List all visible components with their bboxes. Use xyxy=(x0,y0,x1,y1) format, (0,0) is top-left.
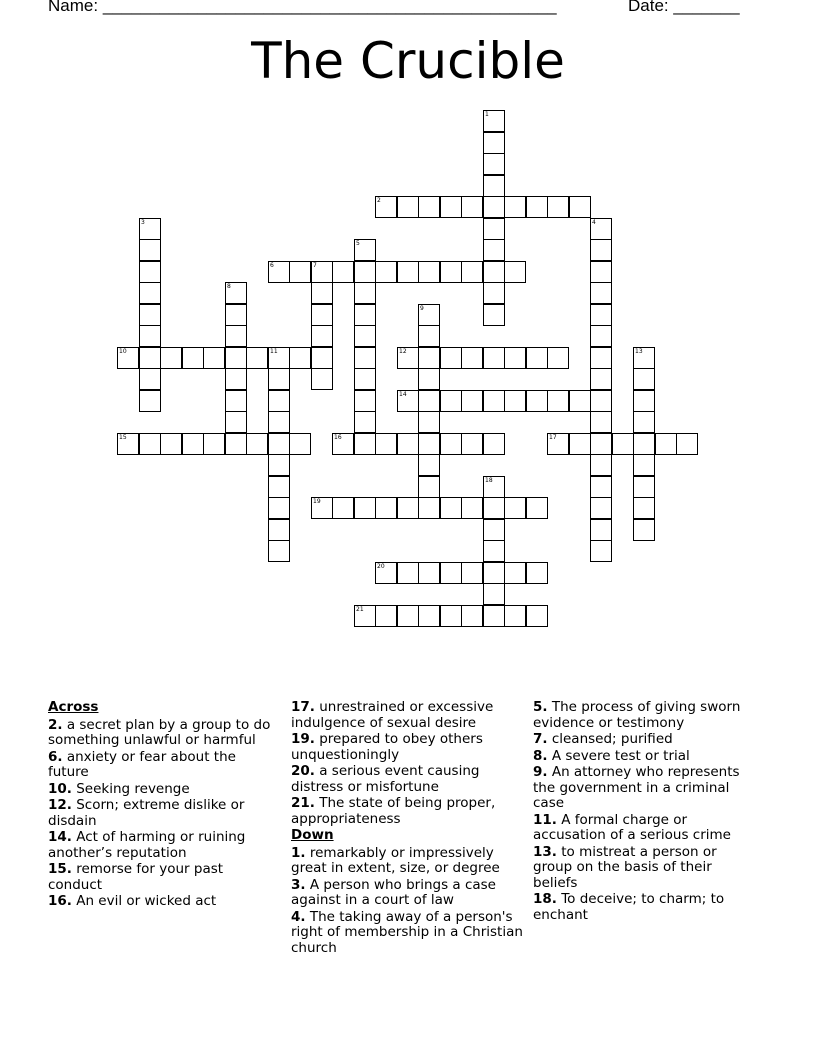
crossword-cell[interactable] xyxy=(633,476,655,498)
date-line: _______ xyxy=(673,0,740,15)
cell-number: 15 xyxy=(119,434,127,441)
crossword-cell[interactable] xyxy=(246,347,268,369)
crossword-cell[interactable] xyxy=(526,196,548,218)
crossword-cell[interactable] xyxy=(590,497,612,519)
crossword-cell[interactable] xyxy=(139,347,161,369)
crossword-cell[interactable] xyxy=(139,390,161,412)
crossword-cell[interactable] xyxy=(225,347,247,369)
crossword-cell[interactable] xyxy=(483,304,505,326)
clue-text: remarkably or impressively great in extent, size, or degree xyxy=(291,844,500,876)
crossword-cell[interactable] xyxy=(590,347,612,369)
crossword-cell[interactable] xyxy=(440,261,462,283)
crossword-cell[interactable] xyxy=(225,411,247,433)
cell-number: 5 xyxy=(356,240,360,247)
clue-text: The process of giving sworn evidence or testimony xyxy=(533,699,741,731)
crossword-cell[interactable] xyxy=(289,433,311,455)
crossword-cell[interactable] xyxy=(590,304,612,326)
crossword-cell[interactable] xyxy=(397,433,419,455)
crossword-cell[interactable] xyxy=(311,261,333,283)
crossword-cell[interactable] xyxy=(117,347,139,369)
crossword-cell[interactable] xyxy=(354,282,376,304)
crossword-cell[interactable] xyxy=(483,583,505,605)
clue-number: 4. xyxy=(291,908,306,925)
crossword-cell[interactable] xyxy=(311,325,333,347)
clue-across-6 xyxy=(48,750,273,781)
clue-text: unrestrained or excessive indulgence of sexual desire xyxy=(291,699,494,731)
clue-down-13 xyxy=(533,845,758,892)
crossword-cell[interactable] xyxy=(590,239,612,261)
crossword-cell[interactable] xyxy=(461,390,483,412)
clue-number: 6. xyxy=(48,748,63,765)
crossword-cell[interactable] xyxy=(590,519,612,541)
crossword-cell[interactable] xyxy=(569,196,591,218)
cell-number: 4 xyxy=(592,219,596,226)
crossword-cell[interactable] xyxy=(461,261,483,283)
clue-number: 18. xyxy=(533,891,557,907)
clue-text: An evil or wicked act xyxy=(76,893,217,909)
crossword-cell[interactable] xyxy=(461,433,483,455)
crossword-cell[interactable] xyxy=(354,497,376,519)
clue-number: 20. xyxy=(291,763,315,779)
clue-number: 12. xyxy=(48,797,72,813)
crossword-cell[interactable] xyxy=(526,390,548,412)
clue-text: The taking away of a person's right of membership in a Christian church xyxy=(291,908,523,956)
crossword-cell[interactable] xyxy=(225,282,247,304)
crossword-cell[interactable] xyxy=(160,347,182,369)
crossword-cell[interactable] xyxy=(483,175,505,197)
crossword-cell[interactable] xyxy=(418,605,440,627)
clue-down-7 xyxy=(533,732,758,748)
crossword-cell[interactable] xyxy=(483,562,505,584)
cell-number: 2 xyxy=(377,197,381,204)
crossword-cell[interactable] xyxy=(332,261,354,283)
cell-number: 17 xyxy=(549,434,557,441)
clue-text: cleansed; purified xyxy=(551,731,673,747)
crossword-cell[interactable] xyxy=(526,605,548,627)
crossword-cell[interactable] xyxy=(354,325,376,347)
crossword-cell[interactable] xyxy=(139,261,161,283)
crossword-cell[interactable] xyxy=(483,476,505,498)
clue-down-8 xyxy=(533,749,758,765)
crossword-cell[interactable] xyxy=(440,196,462,218)
cell-number: 12 xyxy=(399,348,407,355)
crossword-cell[interactable] xyxy=(418,304,440,326)
crossword-cell[interactable] xyxy=(461,347,483,369)
clue-down-11 xyxy=(533,813,758,844)
crossword-cell[interactable] xyxy=(612,433,634,455)
crossword-cell[interactable] xyxy=(354,390,376,412)
clue-text: A severe test or trial xyxy=(551,747,690,764)
clue-down-9 xyxy=(533,765,758,812)
crossword-cell[interactable] xyxy=(655,433,677,455)
crossword-cell[interactable] xyxy=(504,562,526,584)
crossword-cell[interactable] xyxy=(354,239,376,261)
crossword-cell[interactable] xyxy=(246,433,268,455)
crossword-cell[interactable] xyxy=(139,304,161,326)
crossword-cell[interactable] xyxy=(483,540,505,562)
crossword-cell[interactable] xyxy=(504,347,526,369)
clue-text: to mistreat a person or group on the basis of their beliefs xyxy=(533,843,717,891)
clue-number: 9. xyxy=(533,764,548,780)
crossword-cell[interactable] xyxy=(332,497,354,519)
crossword-cell[interactable] xyxy=(375,605,397,627)
crossword-cell[interactable] xyxy=(225,325,247,347)
crossword-cell[interactable] xyxy=(590,433,612,455)
clues-column-2 xyxy=(291,700,523,957)
clue-number: 16. xyxy=(48,893,72,909)
crossword-cell[interactable] xyxy=(397,390,419,412)
crossword-cell[interactable] xyxy=(311,368,333,390)
crossword-cell[interactable] xyxy=(311,347,333,369)
clue-text: a secret plan by a group to do something unlawful or harmful xyxy=(48,716,271,748)
crossword-cell[interactable] xyxy=(461,196,483,218)
crossword-cell[interactable] xyxy=(590,476,612,498)
crossword-cell[interactable] xyxy=(268,433,290,455)
crossword-cell[interactable] xyxy=(504,497,526,519)
crossword-cell[interactable] xyxy=(547,347,569,369)
clue-text: An attorney who represents the government in a criminal case xyxy=(533,764,740,811)
crossword-cell[interactable] xyxy=(375,497,397,519)
crossword-cell[interactable] xyxy=(182,433,204,455)
crossword-cell[interactable] xyxy=(139,368,161,390)
crossword-cell[interactable] xyxy=(504,390,526,412)
cell-number: 7 xyxy=(313,262,317,269)
crossword-cell[interactable] xyxy=(633,368,655,390)
crossword-cell[interactable] xyxy=(633,433,655,455)
page-title: The Crucible xyxy=(251,32,565,90)
crossword-cell[interactable] xyxy=(547,433,569,455)
clue-number: 5. xyxy=(533,699,548,715)
crossword-cell[interactable] xyxy=(268,411,290,433)
clue-across-16 xyxy=(48,894,273,910)
crossword-cell[interactable] xyxy=(418,476,440,498)
clue-across-14 xyxy=(48,830,273,861)
crossword-cell[interactable] xyxy=(483,390,505,412)
clue-text: The state of being proper, appropriateness xyxy=(291,795,496,827)
crossword-cell[interactable] xyxy=(633,390,655,412)
crossword-cell[interactable] xyxy=(590,411,612,433)
cell-number: 13 xyxy=(635,348,643,355)
crossword-cell[interactable] xyxy=(225,433,247,455)
crossword-cell[interactable] xyxy=(182,347,204,369)
crossword-cell[interactable] xyxy=(590,261,612,283)
crossword-cell[interactable] xyxy=(311,497,333,519)
clue-across-10 xyxy=(48,782,273,798)
crossword-cell[interactable] xyxy=(440,390,462,412)
crossword-cell[interactable] xyxy=(461,562,483,584)
crossword-cell[interactable] xyxy=(418,196,440,218)
clue-down-5 xyxy=(533,700,758,731)
clue-across-21 xyxy=(291,796,523,827)
crossword-cell[interactable] xyxy=(418,347,440,369)
crossword-cell[interactable] xyxy=(418,562,440,584)
crossword-cell[interactable] xyxy=(504,605,526,627)
crossword-cell[interactable] xyxy=(311,282,333,304)
crossword-cell[interactable] xyxy=(397,196,419,218)
clue-number: 17. xyxy=(291,699,315,715)
clues-column-1 xyxy=(48,700,273,911)
crossword-cell[interactable] xyxy=(354,368,376,390)
crossword-cell[interactable] xyxy=(461,605,483,627)
clue-number: 10. xyxy=(48,780,72,797)
crossword-cell[interactable] xyxy=(633,519,655,541)
crossword-cell[interactable] xyxy=(483,110,505,132)
crossword-cell[interactable] xyxy=(289,347,311,369)
clue-down-3 xyxy=(291,878,523,909)
crossword-cell[interactable] xyxy=(483,433,505,455)
clue-number: 19. xyxy=(291,731,315,747)
crossword-cell[interactable] xyxy=(289,261,311,283)
crossword-cell[interactable] xyxy=(504,261,526,283)
date-label: Date: xyxy=(628,0,669,15)
crossword-cell[interactable] xyxy=(117,433,139,455)
crossword-cell[interactable] xyxy=(504,196,526,218)
cell-number: 6 xyxy=(270,262,274,269)
name-line: ________________________________________________ xyxy=(102,0,557,15)
crossword-cell[interactable] xyxy=(397,605,419,627)
crossword-cell[interactable] xyxy=(483,239,505,261)
clue-across-17 xyxy=(291,700,523,731)
cell-number: 3 xyxy=(141,219,145,226)
crossword-cell[interactable] xyxy=(440,497,462,519)
crossword-cell[interactable] xyxy=(139,433,161,455)
clue-down-1 xyxy=(291,846,523,877)
crossword-cell[interactable] xyxy=(397,347,419,369)
cell-number: 1 xyxy=(485,111,489,118)
crossword-cell[interactable] xyxy=(483,519,505,541)
crossword-cell[interactable] xyxy=(268,454,290,476)
crossword-cell[interactable] xyxy=(483,282,505,304)
down-heading: Down xyxy=(291,827,334,843)
crossword-cell[interactable] xyxy=(569,433,591,455)
crossword-cell[interactable] xyxy=(268,261,290,283)
crossword-cell[interactable] xyxy=(590,540,612,562)
crossword-cell[interactable] xyxy=(418,497,440,519)
crossword-cell[interactable] xyxy=(397,497,419,519)
crossword-cell[interactable] xyxy=(483,218,505,240)
crossword-cell[interactable] xyxy=(311,304,333,326)
clue-across-15 xyxy=(48,862,273,893)
crossword-cell[interactable] xyxy=(203,347,225,369)
crossword-cell[interactable] xyxy=(633,411,655,433)
crossword-cell[interactable] xyxy=(418,325,440,347)
crossword-cell[interactable] xyxy=(440,433,462,455)
crossword-cell[interactable] xyxy=(418,433,440,455)
cell-number: 20 xyxy=(377,563,385,570)
clue-number: 1. xyxy=(291,844,306,861)
crossword-cell[interactable] xyxy=(354,261,376,283)
crossword-cell[interactable] xyxy=(375,433,397,455)
clue-text: A person who brings a case against in a court of law xyxy=(291,876,496,908)
cell-number: 14 xyxy=(399,391,407,398)
crossword-cell[interactable] xyxy=(418,454,440,476)
crossword-cell[interactable] xyxy=(526,347,548,369)
crossword-cell[interactable] xyxy=(397,562,419,584)
clue-text: anxiety or fear about the future xyxy=(48,748,236,780)
crossword-cell[interactable] xyxy=(483,605,505,627)
cell-number: 18 xyxy=(485,477,493,484)
clue-number: 11. xyxy=(533,811,557,828)
crossword-cell[interactable] xyxy=(375,562,397,584)
cell-number: 21 xyxy=(356,606,364,613)
clue-number: 2. xyxy=(48,716,63,733)
crossword-cell[interactable] xyxy=(160,433,182,455)
clue-text: Seeking revenge xyxy=(76,780,190,797)
cell-number: 11 xyxy=(270,348,278,355)
crossword-cell[interactable] xyxy=(225,368,247,390)
crossword-cell[interactable] xyxy=(418,390,440,412)
crossword-cell[interactable] xyxy=(354,347,376,369)
crossword-cell[interactable] xyxy=(590,390,612,412)
clue-number: 13. xyxy=(533,843,557,860)
crossword-cell[interactable] xyxy=(483,196,505,218)
crossword-cell[interactable] xyxy=(418,261,440,283)
crossword-cell[interactable] xyxy=(418,411,440,433)
crossword-cell[interactable] xyxy=(569,390,591,412)
clue-text: a serious event causing distress or misfortune xyxy=(291,763,480,795)
clue-text: A formal charge or accusation of a serious crime xyxy=(533,811,731,843)
crossword-cell[interactable] xyxy=(633,347,655,369)
clue-across-19 xyxy=(291,732,523,763)
crossword-cell[interactable] xyxy=(139,282,161,304)
crossword-cell[interactable] xyxy=(354,411,376,433)
crossword-cell[interactable] xyxy=(440,347,462,369)
crossword-cell[interactable] xyxy=(633,454,655,476)
clue-text: To deceive; to charm; to enchant xyxy=(533,891,725,923)
crossword-cell[interactable] xyxy=(440,605,462,627)
clue-across-12 xyxy=(48,798,273,829)
crossword-cell[interactable] xyxy=(483,132,505,154)
crossword-cell[interactable] xyxy=(268,519,290,541)
crossword-cell[interactable] xyxy=(354,304,376,326)
crossword-cell[interactable] xyxy=(440,562,462,584)
clue-number: 8. xyxy=(533,747,548,764)
crossword-cell[interactable] xyxy=(268,497,290,519)
crossword-cell[interactable] xyxy=(676,433,698,455)
crossword-cell[interactable] xyxy=(483,261,505,283)
crossword-cell[interactable] xyxy=(139,325,161,347)
crossword-cell[interactable] xyxy=(268,368,290,390)
crossword-cell[interactable] xyxy=(354,433,376,455)
crossword-cell[interactable] xyxy=(418,368,440,390)
clue-text: Scorn; extreme dislike or disdain xyxy=(48,797,245,829)
crossword-cell[interactable] xyxy=(590,325,612,347)
crossword-cell[interactable] xyxy=(633,497,655,519)
crossword-cell[interactable] xyxy=(590,368,612,390)
crossword-cell[interactable] xyxy=(332,433,354,455)
crossword-cell[interactable] xyxy=(397,261,419,283)
across-heading: Across xyxy=(48,699,99,715)
crossword-cell[interactable] xyxy=(375,196,397,218)
clue-number: 15. xyxy=(48,861,72,877)
clue-number: 7. xyxy=(533,731,548,747)
cell-number: 10 xyxy=(119,348,127,355)
crossword-cell[interactable] xyxy=(268,347,290,369)
crossword-cell[interactable] xyxy=(375,261,397,283)
cell-number: 16 xyxy=(334,434,342,441)
clue-down-4 xyxy=(291,910,523,957)
clue-number: 3. xyxy=(291,876,306,893)
crossword-cell[interactable] xyxy=(203,433,225,455)
clue-across-2 xyxy=(48,718,273,749)
crossword-cell[interactable] xyxy=(526,497,548,519)
crossword-cell[interactable] xyxy=(268,540,290,562)
crossword-cell[interactable] xyxy=(461,497,483,519)
crossword-cell[interactable] xyxy=(225,304,247,326)
crossword-cell[interactable] xyxy=(225,390,247,412)
cell-number: 8 xyxy=(227,283,231,290)
crossword-cell[interactable] xyxy=(268,476,290,498)
clue-text: remorse for your past conduct xyxy=(48,861,224,893)
crossword-cell[interactable] xyxy=(590,218,612,240)
clue-down-18 xyxy=(533,892,758,923)
cell-number: 9 xyxy=(420,305,424,312)
clue-number: 14. xyxy=(48,829,72,845)
crossword-cell[interactable] xyxy=(354,605,376,627)
name-label: Name: xyxy=(48,0,99,15)
clues-column-3 xyxy=(533,700,758,924)
crossword-cell[interactable] xyxy=(590,454,612,476)
clue-number: 21. xyxy=(291,795,315,811)
crossword-cell[interactable] xyxy=(590,282,612,304)
crossword-cell[interactable] xyxy=(526,562,548,584)
crossword-cell[interactable] xyxy=(483,347,505,369)
crossword-cell[interactable] xyxy=(139,239,161,261)
crossword-cell[interactable] xyxy=(268,390,290,412)
crossword-cell[interactable] xyxy=(483,153,505,175)
clue-text: prepared to obey others unquestioningly xyxy=(291,731,483,763)
crossword-cell[interactable] xyxy=(547,390,569,412)
clue-text: Act of harming or ruining another’s reputation xyxy=(48,829,246,861)
crossword-cell[interactable] xyxy=(547,196,569,218)
clue-across-20 xyxy=(291,764,523,795)
crossword-cell[interactable] xyxy=(483,497,505,519)
crossword-cell[interactable] xyxy=(139,218,161,240)
cell-number: 19 xyxy=(313,498,321,505)
